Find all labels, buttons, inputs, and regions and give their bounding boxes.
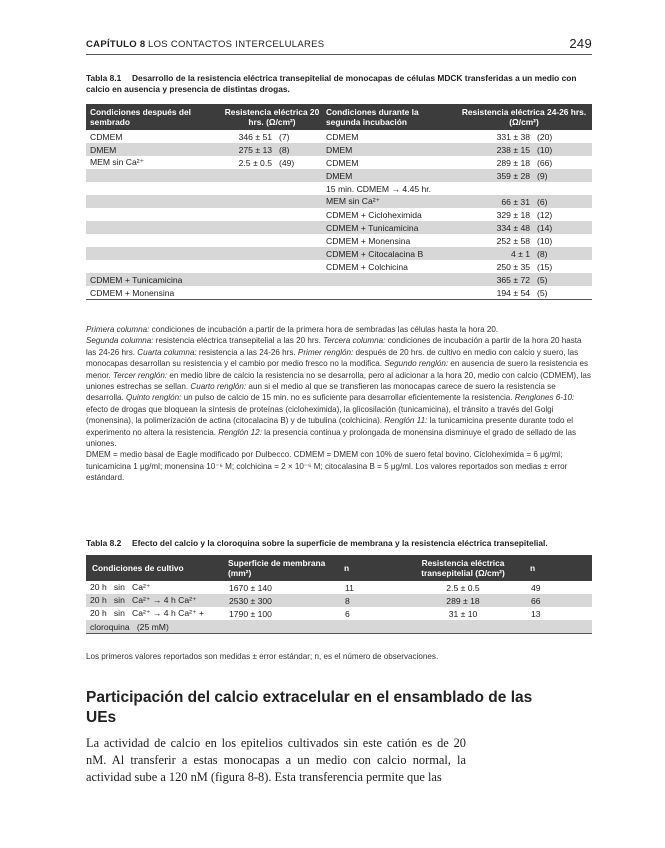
column-header: Superficie de membrana (mm²) (226, 555, 342, 581)
table-cell: 275 ± 13 (222, 143, 276, 156)
table-row (86, 260, 592, 273)
table-cell: (12) (537, 209, 553, 220)
table-cell (322, 273, 456, 286)
table-cell (222, 208, 276, 221)
table-cell: (10) (537, 235, 553, 246)
note-label: Renglón 12: (218, 427, 262, 437)
table-cell: 2530 ± 300 (226, 594, 342, 607)
table-cell: 15 min. CDMEM → 4.45 hr. (326, 183, 432, 194)
table-cell: (15) (537, 261, 553, 272)
column-header: n (528, 555, 592, 581)
chapter-title: LOS CONTACTOS INTERCELULARES (148, 39, 325, 50)
table-cell: DMEM (322, 169, 456, 182)
table-cell (276, 247, 322, 260)
table-cell (276, 195, 322, 208)
table-cell: 20 h sin Ca²⁺ (90, 582, 151, 592)
table-number: Tabla 8.2 (86, 538, 122, 548)
note-paragraph (86, 324, 592, 335)
table-cell (86, 260, 222, 273)
note-text: aun si el medio al que se transfieren las monocapas carece de suero la resistencia se desarrolla. (86, 382, 556, 403)
table-cell: CDMEM (90, 131, 123, 142)
table-cell (222, 169, 276, 182)
note-label: Cuarta columna: (137, 347, 197, 357)
table-body (86, 130, 592, 300)
table-cell: 4 ± 1 (456, 247, 534, 260)
table-cell: (14) (534, 221, 592, 234)
table-cell (276, 169, 322, 182)
table-row (86, 221, 592, 234)
table-cell (222, 182, 276, 195)
table-cell: 11 (345, 582, 354, 593)
table-8-1-caption (86, 73, 592, 95)
note-text: efecto de drogas que bloquean la síntesis de proteínas (cicloheximida), la glicosilación (tunicamicina), el tránsito a través del Golgi (monensina), la polimerización de actina (citocalacina B) y de tubulina (colchicina). (86, 404, 554, 426)
table-row (86, 195, 592, 208)
table-8-2 (86, 555, 592, 634)
table-cell: (10) (534, 143, 592, 156)
table-cell (276, 260, 322, 273)
table-cell: CDMEM (326, 131, 359, 142)
table-number: Tabla 8.1 (86, 73, 122, 83)
column-header: Resistencia eléctrica transepitelial (Ω/cm²) (398, 555, 528, 581)
table-row (86, 607, 592, 620)
table-cell: 250 ± 35 (496, 261, 530, 272)
table-row (86, 273, 592, 286)
table-cell (342, 620, 398, 634)
note-text: la tunicamicina presente durante todo el experimento no altera la resistencia. (86, 416, 574, 437)
note-label: Renglones 6-10: (514, 393, 575, 403)
note-text: en medio libre de calcio la resistencia no se desarrolla, pero al adicionar a la hora 20, medio con calcio (CDMEM), las uniones estrechas se sellan. (86, 370, 591, 392)
table-cell (222, 234, 276, 247)
table-cell: CDMEM + Monensina (86, 286, 222, 300)
table-row (86, 169, 592, 182)
table-cell: (49) (279, 157, 295, 168)
table-cell: DMEM (86, 143, 222, 156)
column-header: n (342, 555, 398, 581)
table-cell: 66 ± 31 (456, 195, 534, 208)
table-cell: 331 ± 38 (496, 131, 530, 142)
column-header: Condiciones durante la segunda incubación (322, 104, 456, 130)
table-cell (86, 221, 222, 234)
note-text: un pulso de calcio de 15 min. no es suficiente para desarrollar eficientemente la resistencia. (181, 393, 515, 403)
table-cell (222, 247, 276, 260)
table-cell: (5) (534, 286, 592, 300)
section-heading: Participación del calcio extracelular en el ensamblado de las UEs (86, 689, 533, 726)
table-cell: 1670 ± 140 (229, 582, 272, 593)
table-cell: 2.5 ± 0.5 (446, 582, 480, 593)
table-cell: 334 ± 48 (456, 221, 534, 234)
table-cell: CDMEM (326, 157, 359, 168)
column-header: Resistencia eléctrica 20 hrs. (Ω/cm²) (222, 104, 322, 130)
table-cell (276, 208, 322, 221)
table-cell: CDMEM + Cicloheximida (326, 209, 422, 220)
note-text: resistencia eléctrica transepitelial a las 20 hrs. (153, 336, 324, 346)
table-cell: 365 ± 72 (456, 273, 534, 286)
note-paragraph (86, 449, 592, 483)
table-cell (276, 221, 322, 234)
table-row (86, 208, 592, 221)
table-cell: 66 (528, 594, 592, 607)
table-cell (86, 234, 222, 247)
note-text: en ausencia de suero la resistencia es menor. (86, 359, 589, 380)
table-cell: CDMEM + Monensina (326, 235, 411, 246)
note-text: condiciones de incubación a partir de la primera hora de sembradas las células hasta la hora 20. (149, 325, 499, 334)
table-cell: 20 h sin Ca²⁺ → 4 h Ca²⁺ (86, 594, 226, 607)
column-header: Resistencia eléctrica 24-26 hrs. (Ω/cm²) (456, 104, 592, 130)
table-cell (222, 260, 276, 273)
table-cell (398, 620, 528, 634)
table-cell: CDMEM + Tunicamicina (322, 221, 456, 234)
table-row (86, 182, 592, 195)
note-label: Renglón 11: (384, 416, 428, 426)
table-cell: (5) (534, 273, 592, 286)
column-header: Condiciones después del sembrado (86, 104, 222, 130)
table-cell (86, 247, 222, 260)
note-text: condiciones de incubación a partir de la hora 20 hasta las 24-26 hrs. (86, 336, 582, 357)
table-cell (222, 273, 276, 286)
table-cell: 13 (531, 608, 541, 619)
table-cell: (7) (279, 131, 290, 142)
table-cell: (9) (534, 169, 592, 182)
table-cell: 20 h sin Ca²⁺ → 4 h Ca²⁺ + (90, 608, 204, 618)
table-cell (86, 182, 222, 195)
page-number: 249 (569, 36, 592, 51)
note-label: Primer renglón: (297, 347, 354, 357)
table-cell (276, 286, 322, 300)
table-cell (226, 620, 342, 634)
table-8-1-notes (86, 324, 592, 484)
table-8-2-note: Los primeros valores reportados son medidas ± error estándar; n, es el número de observaciones. (86, 652, 439, 661)
table-row (86, 143, 592, 156)
table-cell: 252 ± 58 (496, 235, 530, 246)
table-row (86, 594, 592, 607)
table-row (86, 620, 592, 634)
note-text: la presencia continua y prolongada de monensina disminuye el grado de sellado de las uniones. (86, 427, 577, 449)
table-row (86, 156, 592, 169)
note-label: Quinto renglón: (126, 393, 182, 403)
table-cell: 1790 ± 100 (229, 608, 272, 619)
table-cell: 329 ± 18 (496, 209, 530, 220)
table-cell: CDMEM + Colchicina (326, 261, 408, 272)
table-cell (222, 286, 276, 300)
table-cell: MEM sin Ca²⁺ (322, 195, 456, 208)
note-text: resistencia a las 24-26 hrs. (196, 347, 298, 357)
table-header-row (86, 104, 592, 130)
table-cell: 6 (345, 608, 350, 619)
table-cell: cloroquina (25 mM) (86, 620, 226, 634)
table-8-1 (86, 104, 592, 300)
table-cell: CDMEM + Tunicamicina (86, 273, 222, 286)
note-paragraph (86, 335, 592, 449)
table-cell: (66) (537, 157, 553, 168)
table-cell (528, 620, 592, 634)
table-cell (276, 273, 322, 286)
table-cell (276, 234, 322, 247)
table-row (86, 234, 592, 247)
body-paragraph: La actividad de calcio en los epitelios cultivados sin este catión es de 20 nM. Al transferir a estas monocapas a un medio con calcio normal, la actividad sube a 120 nM (figura 8-8). Esta transferencia permite que las (86, 736, 466, 785)
table-cell (534, 182, 592, 195)
table-cell: 49 (531, 582, 541, 593)
note-label: Primera columna: (86, 325, 150, 334)
table-cell: MEM sin Ca²⁺ (90, 157, 145, 167)
chapter-label: CAPÍTULO 8 (86, 39, 146, 50)
table-cell: 2.5 ± 0.5 (238, 157, 272, 168)
table-cell (86, 169, 222, 182)
table-row (86, 581, 592, 594)
note-text: después de 20 hrs. de cultivo en medio con calcio y suero, las monocapas desarrollan su resistencia y el cambio por medio fresco no la modifica. (86, 347, 579, 369)
table-cell: 194 ± 54 (456, 286, 534, 300)
table-cell (276, 182, 322, 195)
note-label: Tercera columna: (323, 336, 386, 346)
table-cell: 289 ± 18 (398, 594, 528, 607)
table-cell: DMEM (322, 143, 456, 156)
note-text: DMEM = medio basal de Eagle modificado por Dulbecco. CDMEM = DMEM con 10% de suero fetal bovino. Cicloheximida = 6 μg/ml; tunicamicina 1 μg/ml; monensina 10⁻⁶ M; colchicina = 2 × 10⁻⁶ M; citocalasina B = 5 μg/ml. Los valores reportados son medias ± error estándard. (86, 450, 568, 483)
table-8-2-caption (86, 538, 592, 549)
column-header: Condiciones de cultivo (86, 555, 226, 581)
table-cell (222, 195, 276, 208)
table-cell (86, 208, 222, 221)
table-row (86, 286, 592, 300)
table-cell (222, 221, 276, 234)
table-cell (456, 182, 534, 195)
note-label: Tercer renglón: (113, 370, 168, 380)
note-label: Segundo renglón: (384, 359, 449, 369)
table-body (86, 581, 592, 634)
table-cell: 238 ± 15 (456, 143, 534, 156)
table-row (86, 130, 592, 143)
table-cell: (6) (534, 195, 592, 208)
table-cell (86, 195, 222, 208)
note-label: Segunda columna: (86, 336, 154, 346)
table-cell (322, 286, 456, 300)
table-cell: 31 ± 10 (448, 608, 478, 619)
table-cell: 359 ± 28 (456, 169, 534, 182)
table-cell: 8 (342, 594, 398, 607)
table-cell: 289 ± 18 (496, 157, 530, 168)
table-cell: 346 ± 51 (238, 131, 272, 142)
table-cell: (20) (537, 131, 553, 142)
table-caption-text: Desarrollo de la resistencia eléctrica transepitelial de monocapas de células MDCK transferidas a un medio con calcio en ausencia y presencia de distintas drogas. (86, 73, 577, 94)
table-row (86, 247, 592, 260)
table-header-row (86, 555, 592, 581)
table-caption-text: Efecto del calcio y la cloroquina sobre la superficie de membrana y la resistencia eléctrica transepitelial. (132, 538, 548, 548)
table-cell: (8) (276, 143, 322, 156)
table-cell: (8) (534, 247, 592, 260)
note-label: Cuarto renglón: (190, 382, 247, 392)
running-header (86, 36, 592, 55)
table-cell: CDMEM + Citocalacina B (322, 247, 456, 260)
